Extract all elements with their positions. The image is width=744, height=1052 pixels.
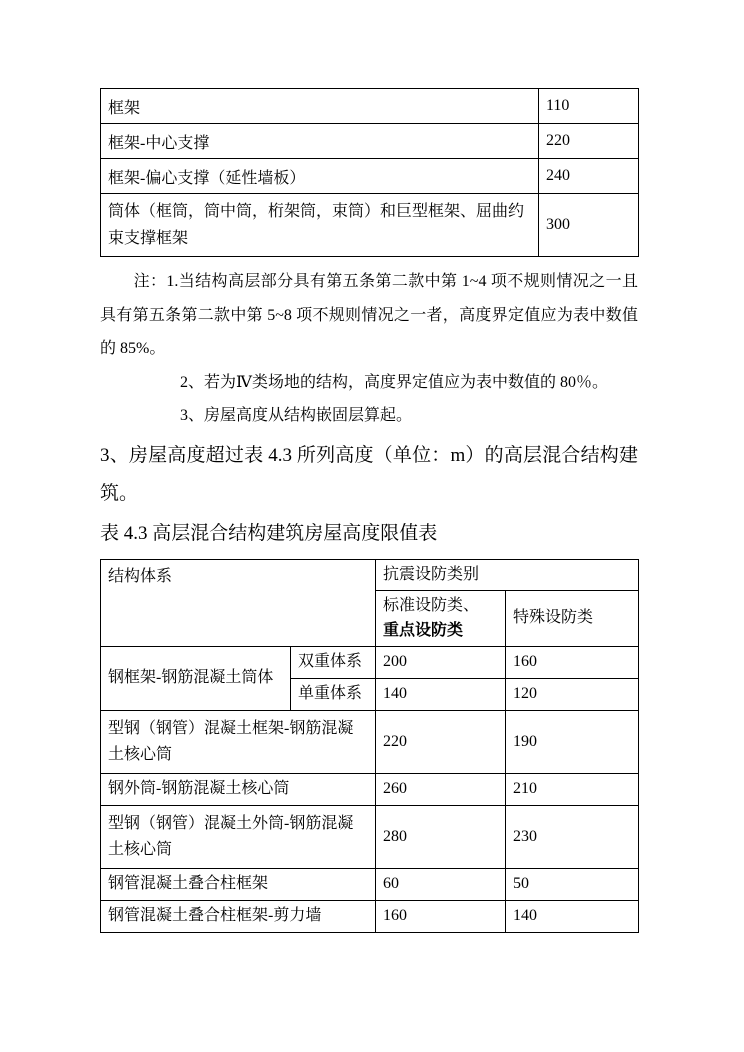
standard-height-cell: 160 [376, 900, 506, 932]
structure-name-cell: 钢管混凝土叠合柱框架-剪力墙 [101, 900, 376, 932]
system-type-cell: 单重体系 [291, 678, 376, 710]
structure-name-cell: 筒体（框筒，筒中筒，桁架筒，束筒）和巨型框架、屈曲约束支撑框架 [101, 194, 539, 257]
standard-height-cell: 60 [376, 868, 506, 900]
system-type-cell: 双重体系 [291, 646, 376, 678]
table-row [101, 710, 639, 773]
structure-name-cell: 框架-偏心支撑（延性墙板） [101, 159, 539, 194]
table-row [101, 159, 639, 194]
structure-name-cell: 钢管混凝土叠合柱框架 [101, 868, 376, 900]
structure-name-cell: 框架 [101, 89, 539, 124]
height-value-cell: 220 [539, 124, 639, 159]
note-3: 3、房屋高度从结构嵌固层算起。 [180, 407, 413, 425]
height-value-cell: 110 [539, 89, 639, 124]
special-height-cell: 120 [506, 678, 639, 710]
special-height-cell: 50 [506, 868, 639, 900]
table-4-3-title: 表 4.3 高层混合结构建筑房屋高度限值表 [100, 522, 438, 544]
table-row [101, 805, 639, 868]
table-structure-heights [100, 88, 639, 257]
structure-system-header-cell: 结构体系 [101, 559, 376, 646]
standard-category-header-cell [376, 590, 506, 646]
standard-height-cell: 280 [376, 805, 506, 868]
seismic-category-header-cell: 抗震设防类别 [376, 559, 639, 590]
table-4-3-height-limits [100, 559, 639, 933]
table-row [101, 868, 639, 900]
special-category-header-cell: 特殊设防类 [506, 590, 639, 646]
height-value-cell: 300 [539, 194, 639, 257]
table-row [101, 194, 639, 257]
standard-height-cell: 140 [376, 678, 506, 710]
standard-category-line-1: 标准设防类、 [383, 596, 480, 614]
note-2: 2、若为Ⅳ类场地的结构，高度界定值应为表中数值的 80％。 [180, 373, 608, 391]
table-row [101, 124, 639, 159]
special-height-cell: 140 [506, 900, 639, 932]
special-height-cell: 190 [506, 710, 639, 773]
table-row [101, 900, 639, 932]
height-value-cell: 240 [539, 159, 639, 194]
standard-height-cell: 220 [376, 710, 506, 773]
table-row [101, 89, 639, 124]
standard-height-cell: 260 [376, 773, 506, 805]
note-1: 注：1.当结构高层部分具有第五条第二款中第 1~4 项不规则情况之一且具有第五条第二款中第 5~8 项不规则情况之一者，高度界定值应为表中数值的 85%。 [100, 273, 638, 358]
section-3-heading: 3、房屋高度超过表 4.3 所列高度（单位：m）的高层混合结构建筑。 [100, 444, 638, 504]
header-row-1 [101, 559, 639, 590]
table-row [101, 646, 639, 678]
standard-height-cell: 200 [376, 646, 506, 678]
structure-name-cell: 型钢（钢管）混凝土框架-钢筋混凝土核心筒 [101, 710, 376, 773]
special-height-cell: 230 [506, 805, 639, 868]
structure-name-cell: 型钢（钢管）混凝土外筒-钢筋混凝土核心筒 [101, 805, 376, 868]
table-notes [100, 265, 638, 433]
special-height-cell: 210 [506, 773, 639, 805]
key-category-line-2: 重点设防类 [383, 622, 464, 640]
special-height-cell: 160 [506, 646, 639, 678]
structure-name-cell: 钢外筒-钢筋混凝土核心筒 [101, 773, 376, 805]
table-row [101, 773, 639, 805]
structure-name-cell: 框架-中心支撑 [101, 124, 539, 159]
structure-name-cell: 钢框架-钢筋混凝土筒体 [101, 646, 291, 710]
